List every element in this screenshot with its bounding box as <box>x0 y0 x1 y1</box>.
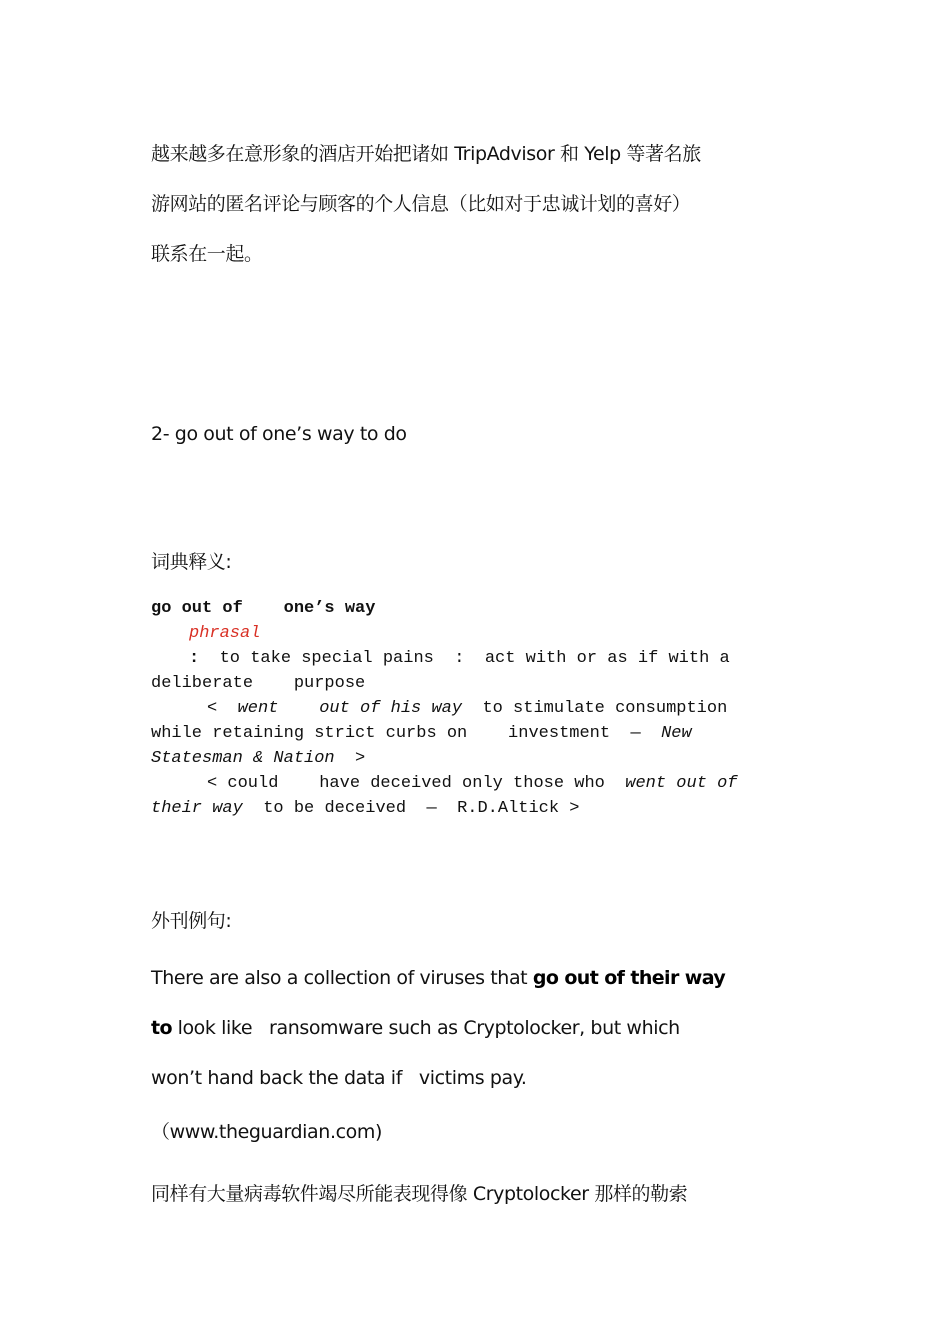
example-2-text: < could have deceived only those who <box>207 774 626 793</box>
sentence-pre: There are also a collection of viruses that <box>151 967 533 989</box>
sentence-line-1 <box>151 967 725 989</box>
sentence-emphasis: go out of their way <box>532 967 726 989</box>
intro-line-3: 联系在一起。 <box>151 243 263 265</box>
sentence-rest: look like ransomware such as Cryptolocker, but which <box>171 1017 680 1039</box>
examples-label: 外刊例句: <box>151 910 232 932</box>
dictionary-headword: go out of one’s way <box>151 599 376 618</box>
dictionary-label: 词典释义: <box>151 551 232 573</box>
intro-line-2: 游网站的匿名评论与顾客的个人信息（比如对于忠诚计划的喜好） <box>151 193 691 215</box>
intro-line-1: 越来越多在意形象的酒店开始把诸如 TripAdvisor 和 Yelp 等著名旅 <box>151 143 701 165</box>
definition-line-1 <box>189 649 730 668</box>
translation-line: 同样有大量病毒软件竭尽所能表现得像 Cryptolocker 那样的勒索 <box>151 1183 688 1205</box>
example-1-line-3 <box>151 749 365 768</box>
part-of-speech: phrasal <box>189 624 261 643</box>
example-2-phrase-a: went out of <box>625 774 738 793</box>
example-1-line-1 <box>207 699 727 718</box>
example-1-text: while retaining strict curbs on investment — <box>151 724 662 743</box>
sentence-line-2 <box>151 1017 680 1039</box>
example-1-source-b: Statesman & Nation <box>151 749 335 768</box>
sentence-source: （www.theguardian.com) <box>151 1121 382 1143</box>
example-2-phrase-b: their way <box>151 799 243 818</box>
sentence-line-3: won’t hand back the data if victims pay. <box>151 1067 527 1089</box>
example-2-rest: to be deceived — R.D.Altick > <box>242 799 580 818</box>
example-2-line-2 <box>151 799 579 818</box>
section-heading: 2- go out of one’s way to do <box>151 423 407 445</box>
example-1-phrase: went out of his way <box>237 699 463 718</box>
definition-colon: : <box>189 649 200 668</box>
definition-text: to take special pains : act with or as if with a <box>199 649 730 668</box>
example-1-open: < <box>207 699 238 718</box>
example-1-rest: to stimulate consumption <box>462 699 728 718</box>
example-2-line-1 <box>207 774 738 793</box>
example-1-line-2 <box>151 724 692 743</box>
example-1-close: > <box>334 749 366 768</box>
example-1-source-a: New <box>661 724 692 743</box>
definition-line-2: deliberate purpose <box>151 674 366 693</box>
sentence-emphasis-to: to <box>151 1017 172 1039</box>
